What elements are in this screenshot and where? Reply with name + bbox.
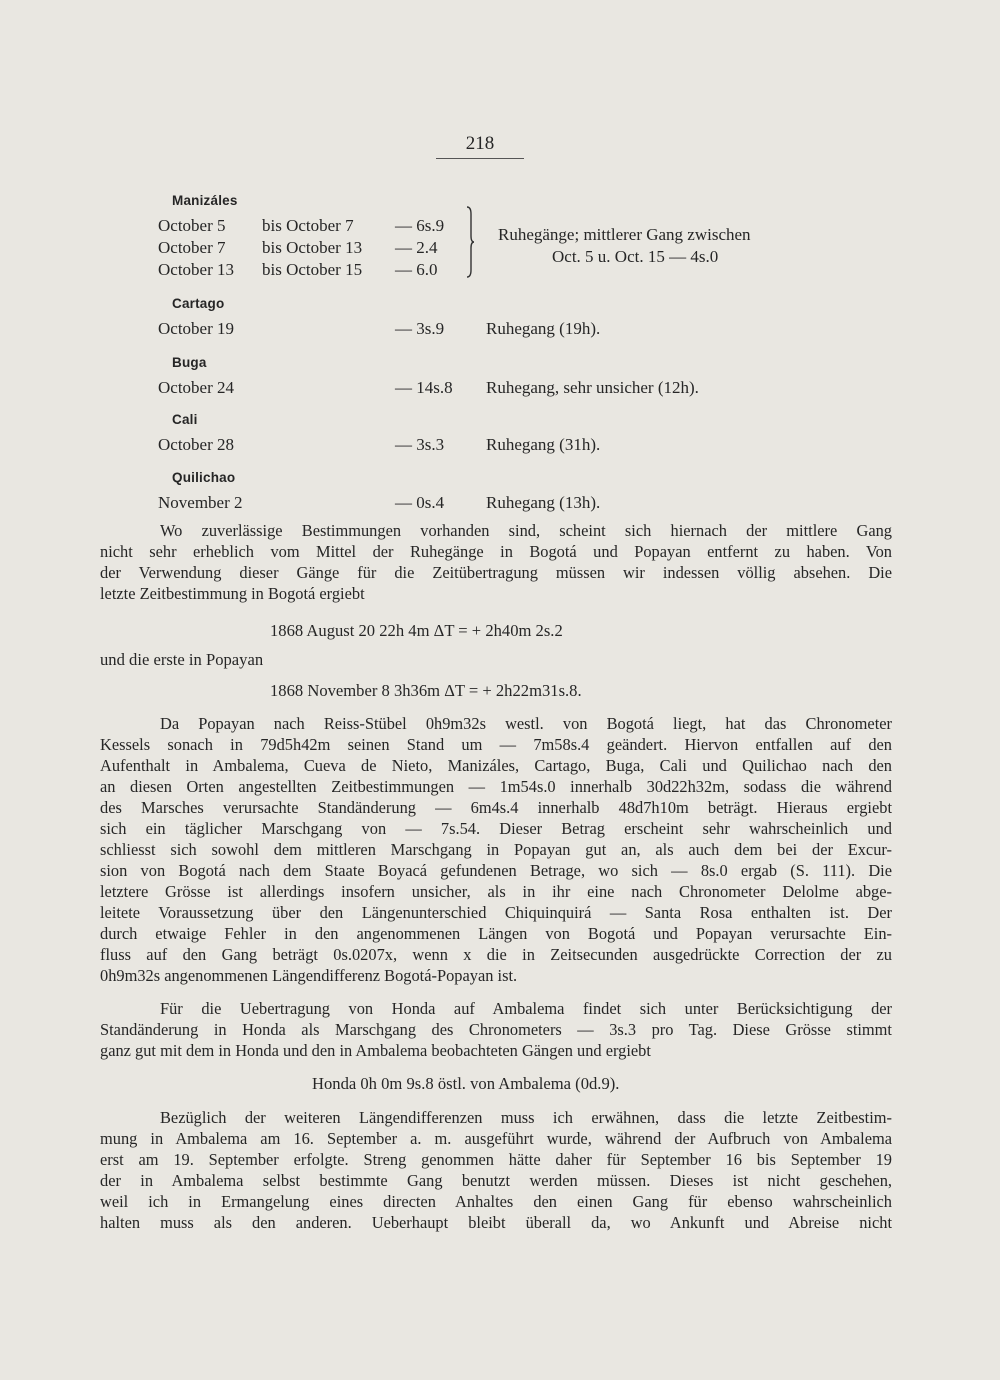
text-line: Da Popayan nach Reiss-Stübel 0h9m32s westl. von Bogotá liegt, hat das Chronometer [160,714,892,733]
place-heading-quilichao: Quilichao [172,470,236,485]
text-line: Wo zuverlässige Bestimmungen vorhanden sind, scheint sich hiernach der mittlere Gang [160,521,892,540]
text-line: Für die Uebertragung von Honda auf Ambalema findet sich unter Berücksichtigung der [160,999,892,1018]
row-value: — 3s.9 [395,319,445,338]
row-range: bis October 7 [262,216,354,235]
row-note: Ruhegang (31h). [486,435,601,454]
row-date: October 13 [158,260,235,279]
paragraph-1 [100,520,892,604]
row-date: October 5 [158,216,226,235]
row-value: — 6s.9 [395,216,445,235]
row-date: October 19 [158,319,235,338]
text-line: durch etwaige Fehler in den angenommenen Längen von Bogotá und Popayan verursachte Ein- [100,924,892,943]
paragraph-4 [100,1107,892,1233]
place-heading-manizales: Manizáles [172,193,238,208]
text-line: des Marsches verursachte Standänderung — 6m4s.4 innerhalb 48d7h10m beträgt. Hieraus ergiebt [100,798,892,817]
text-line: der Verwendung dieser Gänge für die Zeitübertragung müssen wir indessen völlig absehen. Die [100,563,892,582]
row-value: — 0s.4 [395,493,445,512]
text-line: schliesst sich sowohl dem mittleren Marschgang in Popayan gut an, als auch dem bei der Excur- [100,840,892,859]
row-value: — 6.0 [395,260,438,279]
row-note: Ruhegang (13h). [486,493,601,512]
text-line: Bezüglich der weiteren Längendifferenzen muss ich erwähnen, dass die letzte Zeitbestim- [160,1108,892,1127]
text-line: weil ich in Ermangelung eines directen Anhaltes den einen Gang für ebenso wahrscheinlich [100,1192,892,1211]
row-value: — 2.4 [395,238,438,257]
text-line: letzte Zeitbestimmung in Bogotá ergiebt [100,584,365,603]
place-heading-cali: Cali [172,412,198,427]
text-line: erst am 19. September erfolgte. Streng genommen hätte daher für September 16 bis September 19 [100,1150,892,1169]
text-line: und die erste in Popayan [100,650,264,669]
page-number-rule [436,158,524,159]
text-line: 0h9m32s angenommenen Längendifferenz Bogotá-Popayan ist. [100,966,518,985]
text-line: letztere Grösse ist allerdings insofern unsicher, als in ihr eine nach Chronometer Delolme abge- [100,882,892,901]
row-note: Ruhegang (19h). [486,319,601,338]
row-value: — 3s.3 [395,435,445,454]
formula-line: 1868 August 20 22h 4m ΔT = + 2h40m 2s.2 [270,621,563,640]
text-line: an diesen Orten angestellten Zeitbestimmungen — 1m54s.0 innerhalb 30d22h32m, sodass die während [100,777,892,796]
text-line: nicht sehr erheblich vom Mittel der Ruhegänge in Bogotá und Popayan entfernt zu haben. Von [100,542,892,561]
text-line: fluss auf den Gang beträgt 0s.0207x, wenn x die in Zeitsecunden ausgedrückte Correction der zu [100,945,892,964]
page-number: 218 [465,133,495,154]
row-date: November 2 [158,493,243,512]
text-line: leitete Voraussetzung über den Längenunterschied Chiquinquirá — Santa Rosa enthalten ist. Der [100,903,892,922]
paragraph-3 [100,998,892,1061]
paragraph-2 [100,713,892,986]
row-date: October 28 [158,435,235,454]
text-line: der in Ambalema selbst bestimmte Gang benutzt werden müssen. Dieses ist nicht geschehen, [100,1171,892,1190]
row-value: — 14s.8 [395,378,453,397]
text-line: ganz gut mit dem in Honda und den in Ambalema beobachteten Gängen und ergiebt [100,1041,651,1060]
row-date: October 7 [158,238,226,257]
note-line: Ruhegänge; mittlerer Gang zwischen [498,225,751,244]
text-line: Kessels sonach in 79d5h42m seinen Stand um — 7m58s.4 geändert. Hiervon entfallen auf den [100,735,892,754]
text-line: halten muss als den anderen. Ueberhaupt bleibt überall da, wo Ankunft und Abreise nicht [100,1213,892,1232]
row-range: bis October 13 [262,238,363,257]
place-heading-cartago: Cartago [172,296,225,311]
text-line: mung in Ambalema am 16. September a. m. ausgeführt wurde, während der Aufbruch von Ambalema [100,1129,892,1148]
text-line: Standänderung in Honda als Marschgang des Chronometers — 3s.3 pro Tag. Diese Grösse stimmt [100,1020,892,1039]
formula-line: Honda 0h 0m 9s.8 östl. von Ambalema (0d.9). [312,1074,620,1093]
row-range: bis October 15 [262,260,363,279]
place-heading-buga: Buga [172,355,207,370]
note-line: Oct. 5 u. Oct. 15 — 4s.0 [552,247,719,266]
text-line: sich ein täglicher Marschgang von — 7s.54. Dieser Betrag erscheint sehr wahrscheinlich und [100,819,892,838]
formula-line: 1868 November 8 3h36m ΔT = + 2h22m31s.8. [270,681,582,700]
row-note: Ruhegang, sehr unsicher (12h). [486,378,699,397]
text-line: sion von Bogotá nach dem Staate Boyacá gefundenen Betrage, wo sich — 8s.0 ergab (S. 111). Die [100,861,892,880]
text-line: Aufenthalt in Ambalema, Cueva de Nieto, Manizáles, Cartago, Buga, Cali und Quilichao nach den [100,756,892,775]
brace-icon [466,206,474,278]
row-date: October 24 [158,378,235,397]
